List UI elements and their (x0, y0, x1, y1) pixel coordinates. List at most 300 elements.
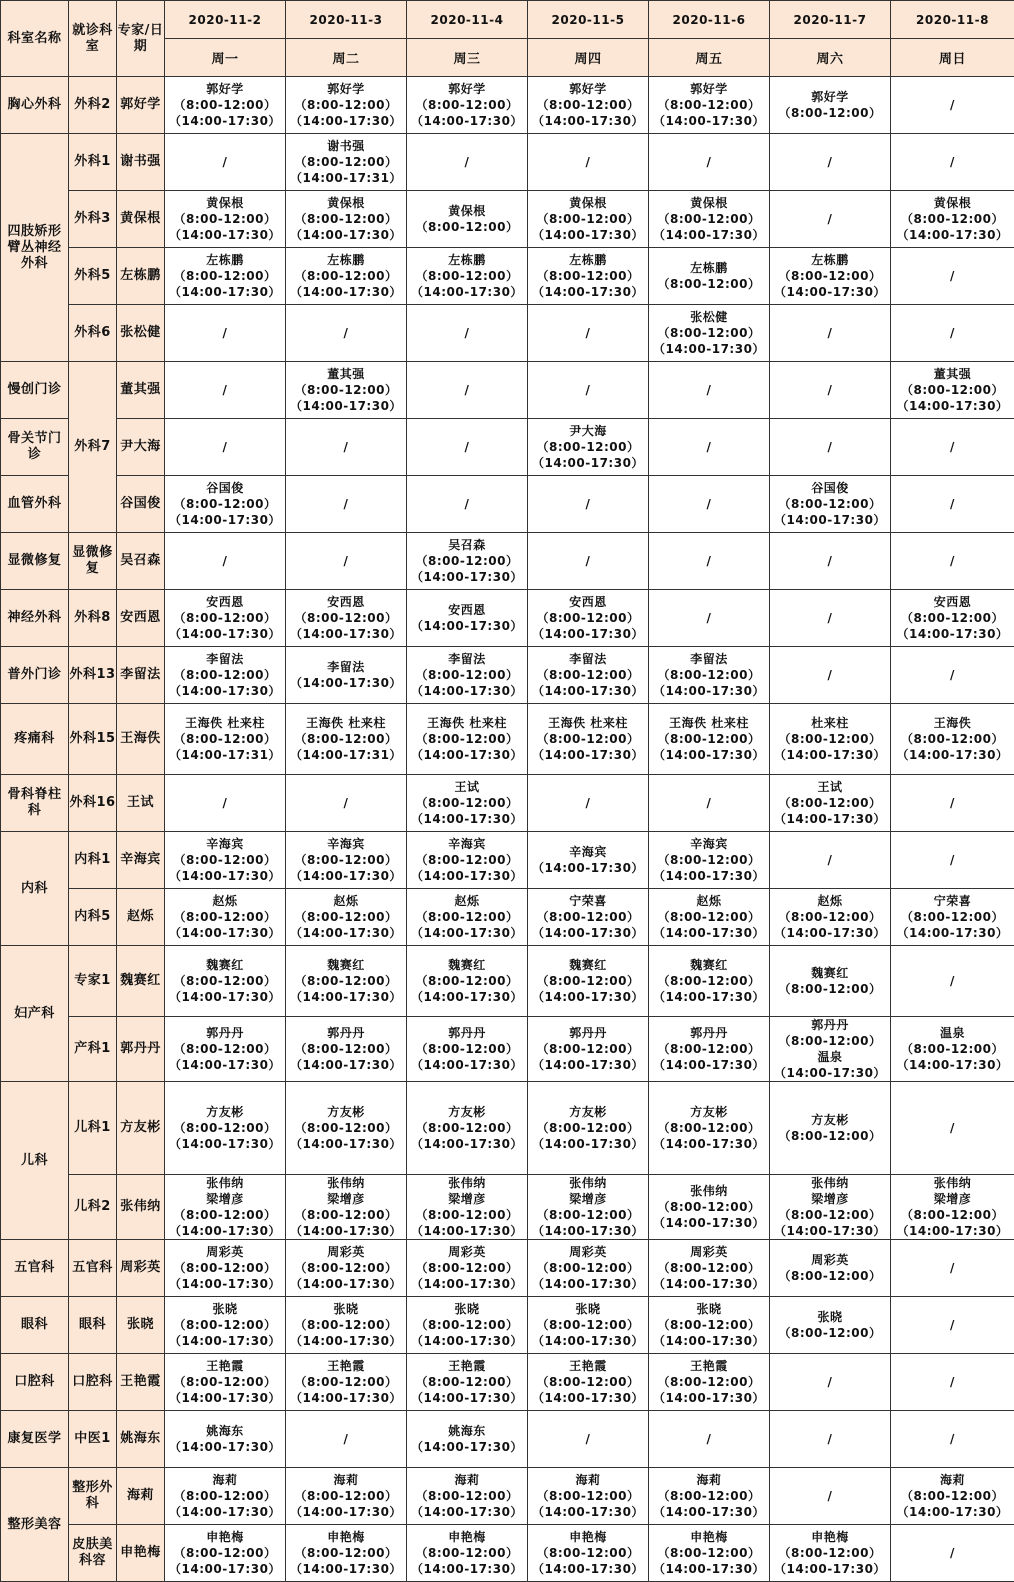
dept-name-cell: 康复医学 (1, 1411, 69, 1468)
weekday-header: 周一 (165, 39, 286, 77)
schedule-line: 张晓 (407, 1301, 527, 1317)
schedule-cell (286, 248, 407, 305)
schedule-line: 海莉 (407, 1472, 527, 1488)
clinic-cell: 眼科 (69, 1297, 117, 1354)
schedule-line: 王试 (407, 779, 527, 795)
schedule-line: 方友彬 (528, 1104, 648, 1120)
schedule-cell (649, 1468, 770, 1525)
schedule-cell (286, 704, 407, 775)
table-row (1, 1525, 1014, 1582)
schedule-cell (407, 1175, 528, 1240)
schedule-line: （8:00-12:00） (165, 909, 285, 925)
schedule-cell (770, 775, 891, 832)
schedule-line: （14:00-17:30） (165, 1136, 285, 1152)
schedule-cell (165, 1175, 286, 1240)
schedule-line: （14:00-17:30） (407, 811, 527, 827)
schedule-line: （14:00-17:30） (407, 747, 527, 763)
dept-name-cell: 整形美容 (1, 1468, 69, 1582)
schedule-line: （14:00-17:30） (165, 1561, 285, 1577)
schedule-line: （14:00-17:30） (649, 227, 769, 243)
table-row (1, 832, 1014, 889)
schedule-line: 梁增彦 (770, 1191, 890, 1207)
expert-date-header: 专家/日期 (117, 1, 165, 77)
schedule-line: （14:00-17:30） (528, 455, 648, 471)
schedule-cell (770, 590, 891, 647)
schedule-line: （8:00-12:00） (407, 1260, 527, 1276)
schedule-line: （14:00-17:30） (407, 1276, 527, 1292)
schedule-line: （8:00-12:00） (286, 1120, 406, 1136)
schedule-line: （8:00-12:00） (286, 1041, 406, 1057)
schedule-line: （8:00-12:00） (165, 973, 285, 989)
clinic-cell: 外科3 (69, 191, 117, 248)
schedule-line: （14:00-17:30） (528, 747, 648, 763)
schedule-line: 魏赛红 (165, 957, 285, 973)
weekday-header: 周五 (649, 39, 770, 77)
schedule-line: （14:00-17:30） (891, 1223, 1014, 1239)
schedule-cell (165, 1468, 286, 1525)
table-row (1, 77, 1014, 134)
schedule-line: 宁荣喜 (528, 893, 648, 909)
schedule-line: （8:00-12:00） (770, 1268, 890, 1284)
schedule-line: （8:00-12:00） (649, 211, 769, 227)
schedule-line: / (407, 496, 527, 512)
schedule-line: （14:00-17:30） (891, 747, 1014, 763)
schedule-line: （14:00-17:30） (528, 1561, 648, 1577)
schedule-cell (528, 362, 649, 419)
schedule-line: / (165, 553, 285, 569)
schedule-line: 安西恩 (891, 594, 1014, 610)
schedule-line: / (528, 795, 648, 811)
schedule-cell (528, 647, 649, 704)
expert-cell: 郭好学 (117, 77, 165, 134)
schedule-cell (286, 1017, 407, 1082)
schedule-line: （8:00-12:00） (770, 731, 890, 747)
clinic-cell: 产科1 (69, 1017, 117, 1082)
table-row (1, 1354, 1014, 1411)
schedule-line: （14:00-17:30） (649, 1057, 769, 1073)
table-row (1, 476, 1014, 533)
schedule-line: （14:00-17:30） (286, 1136, 406, 1152)
schedule-line: 张晓 (649, 1301, 769, 1317)
schedule-line: 魏赛红 (407, 957, 527, 973)
schedule-line: 申艳梅 (407, 1529, 527, 1545)
table-row (1, 305, 1014, 362)
dept-name-cell: 妇产科 (1, 946, 69, 1082)
schedule-line: （14:00-17:31） (286, 747, 406, 763)
table-row (1, 775, 1014, 832)
table-row (1, 1082, 1014, 1175)
table-row (1, 1175, 1014, 1240)
schedule-line: （8:00-12:00） (649, 1374, 769, 1390)
schedule-line: / (407, 154, 527, 170)
schedule-line: （14:00-17:30） (407, 683, 527, 699)
schedule-line: 董其强 (891, 366, 1014, 382)
schedule-line: 张伟纳 (891, 1175, 1014, 1191)
schedule-line: 姚海东 (407, 1423, 527, 1439)
schedule-cell (165, 1411, 286, 1468)
schedule-line: （14:00-17:30） (407, 1390, 527, 1406)
schedule-line: （8:00-12:00） (407, 268, 527, 284)
schedule-cell (407, 775, 528, 832)
schedule-line: / (649, 154, 769, 170)
schedule-line: 梁增彦 (528, 1191, 648, 1207)
schedule-line: （8:00-12:00） (165, 610, 285, 626)
schedule-line: / (165, 154, 285, 170)
schedule-line: （8:00-12:00） (528, 1260, 648, 1276)
clinic-cell: 外科2 (69, 77, 117, 134)
schedule-cell (286, 191, 407, 248)
schedule-cell (649, 191, 770, 248)
dept-name-cell: 显微修复 (1, 533, 69, 590)
schedule-cell (891, 1017, 1014, 1082)
table-row (1, 889, 1014, 946)
schedule-line: / (528, 553, 648, 569)
schedule-line: （14:00-17:30） (407, 1057, 527, 1073)
schedule-line: 梁增彦 (407, 1191, 527, 1207)
schedule-cell (528, 305, 649, 362)
schedule-line: （14:00-17:30） (165, 868, 285, 884)
schedule-cell (649, 704, 770, 775)
schedule-cell (770, 419, 891, 476)
schedule-line: （8:00-12:00） (407, 1374, 527, 1390)
dept-name-cell: 普外门诊 (1, 647, 69, 704)
schedule-line: 赵烁 (770, 893, 890, 909)
schedule-line: / (770, 1488, 890, 1504)
schedule-cell (286, 1175, 407, 1240)
dept-name-cell: 五官科 (1, 1240, 69, 1297)
schedule-cell (286, 77, 407, 134)
table-row (1, 134, 1014, 191)
schedule-line: （8:00-12:00） (528, 731, 648, 747)
schedule-line: （8:00-12:00） (407, 1317, 527, 1333)
schedule-line: 赵烁 (286, 893, 406, 909)
schedule-line: / (891, 268, 1014, 284)
schedule-line: （8:00-12:00） (770, 981, 890, 997)
expert-cell: 张伟纳 (117, 1175, 165, 1240)
schedule-cell (407, 305, 528, 362)
schedule-cell (891, 590, 1014, 647)
dept-name-cell: 儿科 (1, 1082, 69, 1240)
expert-cell: 谢书强 (117, 134, 165, 191)
schedule-cell (165, 832, 286, 889)
schedule-line: / (770, 439, 890, 455)
schedule-line: 张晓 (770, 1309, 890, 1325)
clinic-cell: 五官科 (69, 1240, 117, 1297)
schedule-line: （14:00-17:30） (528, 1276, 648, 1292)
schedule-line: （8:00-12:00） (407, 1488, 527, 1504)
clinic-cell: 外科13 (69, 647, 117, 704)
clinic-cell: 外科8 (69, 590, 117, 647)
schedule-line: / (891, 667, 1014, 683)
dept-name-cell: 骨科脊柱科 (1, 775, 69, 832)
schedule-line: （8:00-12:00） (528, 97, 648, 113)
schedule-cell (286, 832, 407, 889)
schedule-line: 宁荣喜 (891, 893, 1014, 909)
schedule-line: （8:00-12:00） (286, 852, 406, 868)
schedule-line: / (770, 553, 890, 569)
schedule-cell (286, 590, 407, 647)
schedule-cell (407, 1240, 528, 1297)
schedule-line: 王海佚 杜来柱 (407, 715, 527, 731)
table-row (1, 1468, 1014, 1525)
schedule-cell (891, 1468, 1014, 1525)
schedule-line: （14:00-17:30） (407, 284, 527, 300)
schedule-line: （14:00-17:30） (528, 113, 648, 129)
schedule-cell (770, 1468, 891, 1525)
clinic-cell: 内科5 (69, 889, 117, 946)
schedule-cell (649, 305, 770, 362)
schedule-cell (286, 1240, 407, 1297)
schedule-line: （14:00-17:30） (649, 341, 769, 357)
schedule-line: 张伟纳 (649, 1183, 769, 1199)
schedule-line: 左栋鹏 (407, 252, 527, 268)
schedule-cell (649, 889, 770, 946)
schedule-cell (891, 889, 1014, 946)
schedule-cell (770, 1082, 891, 1175)
schedule-cell (891, 946, 1014, 1017)
schedule-line: （14:00-17:30） (286, 868, 406, 884)
schedule-line: （14:00-17:30） (286, 113, 406, 129)
schedule-cell (649, 134, 770, 191)
schedule-cell (165, 476, 286, 533)
dept-name-cell: 血管外科 (1, 476, 69, 533)
schedule-line: （14:00-17:30） (528, 1223, 648, 1239)
schedule-cell (286, 305, 407, 362)
date-header: 2020-11-7 (770, 1, 891, 39)
schedule-line: 周彩英 (286, 1244, 406, 1260)
schedule-cell (770, 704, 891, 775)
schedule-line: （14:00-17:30） (528, 227, 648, 243)
schedule-cell (770, 1017, 891, 1082)
schedule-line: 左栋鹏 (770, 252, 890, 268)
schedule-line: （8:00-12:00） (891, 1488, 1014, 1504)
schedule-line: （8:00-12:00） (528, 1041, 648, 1057)
weekday-header: 周日 (891, 39, 1014, 77)
schedule-cell (649, 248, 770, 305)
expert-cell: 谷国俊 (117, 476, 165, 533)
dept-name-cell: 口腔科 (1, 1354, 69, 1411)
schedule-line: / (770, 852, 890, 868)
schedule-line: / (649, 610, 769, 626)
schedule-line: / (649, 1431, 769, 1447)
schedule-line: 李留法 (407, 651, 527, 667)
clinic-cell: 外科6 (69, 305, 117, 362)
schedule-line: 黄保根 (649, 195, 769, 211)
schedule-cell (407, 704, 528, 775)
clinic-cell: 皮肤美科容 (69, 1525, 117, 1582)
schedule-line: 张伟纳 (528, 1175, 648, 1191)
schedule-cell (407, 1017, 528, 1082)
schedule-line: （14:00-17:30） (770, 1223, 890, 1239)
schedule-line: / (649, 439, 769, 455)
schedule-line: （8:00-12:00） (770, 105, 890, 121)
schedule-line: / (770, 667, 890, 683)
schedule-line: / (649, 382, 769, 398)
schedule-line: （8:00-12:00） (649, 667, 769, 683)
schedule-line: （8:00-12:00） (891, 1207, 1014, 1223)
schedule-line: 温泉 (891, 1025, 1014, 1041)
schedule-line: （14:00-17:30） (891, 227, 1014, 243)
schedule-cell (528, 1175, 649, 1240)
schedule-line: （8:00-12:00） (528, 268, 648, 284)
schedule-cell (407, 1297, 528, 1354)
schedule-line: / (891, 1120, 1014, 1136)
schedule-cell (649, 476, 770, 533)
schedule-line: / (286, 439, 406, 455)
schedule-line: 王艳霞 (407, 1358, 527, 1374)
schedule-cell (891, 305, 1014, 362)
schedule-line: / (649, 795, 769, 811)
schedule-line: （14:00-17:30） (286, 1504, 406, 1520)
schedule-line: （8:00-12:00） (528, 1207, 648, 1223)
dept-name-cell: 神经外科 (1, 590, 69, 647)
schedule-line: （8:00-12:00） (407, 1041, 527, 1057)
schedule-cell (528, 248, 649, 305)
schedule-line: / (891, 1317, 1014, 1333)
schedule-line: 张伟纳 (165, 1175, 285, 1191)
schedule-cell (770, 476, 891, 533)
schedule-cell (528, 889, 649, 946)
schedule-line: / (165, 795, 285, 811)
schedule-cell (649, 1525, 770, 1582)
schedule-line: 安西恩 (286, 594, 406, 610)
schedule-line: （8:00-12:00） (407, 1545, 527, 1561)
schedule-line: （8:00-12:00） (891, 610, 1014, 626)
schedule-line: / (891, 1260, 1014, 1276)
schedule-line: 王试 (770, 779, 890, 795)
schedule-cell (165, 1297, 286, 1354)
schedule-cell (528, 419, 649, 476)
schedule-line: （14:00-17:30） (407, 1439, 527, 1455)
schedule-line: （14:00-17:30） (770, 1561, 890, 1577)
dept-name-cell: 骨关节门诊 (1, 419, 69, 476)
expert-cell: 申艳梅 (117, 1525, 165, 1582)
schedule-cell (528, 775, 649, 832)
schedule-line: （14:00-17:30） (286, 989, 406, 1005)
schedule-cell (407, 1468, 528, 1525)
schedule-line: / (891, 973, 1014, 989)
schedule-line: 张晓 (165, 1301, 285, 1317)
schedule-cell (407, 1411, 528, 1468)
schedule-line: （14:00-17:30） (649, 1333, 769, 1349)
schedule-line: （8:00-12:00） (528, 973, 648, 989)
schedule-line: （8:00-12:00） (286, 211, 406, 227)
schedule-cell (407, 191, 528, 248)
schedule-cell (891, 77, 1014, 134)
schedule-line: （8:00-12:00） (649, 1041, 769, 1057)
schedule-line: 王海佚 杜来柱 (528, 715, 648, 731)
clinic-cell: 显微修复 (69, 533, 117, 590)
expert-cell: 辛海宾 (117, 832, 165, 889)
schedule-line: 方友彬 (649, 1104, 769, 1120)
schedule-line: （14:00-17:30） (165, 1223, 285, 1239)
schedule-line: （14:00-17:30） (407, 618, 527, 634)
schedule-line: （14:00-17:30） (286, 925, 406, 941)
schedule-line: （8:00-12:00） (891, 1041, 1014, 1057)
schedule-cell (286, 1297, 407, 1354)
schedule-line: （8:00-12:00） (286, 1260, 406, 1276)
schedule-cell (770, 305, 891, 362)
schedule-line: （8:00-12:00） (407, 219, 527, 235)
schedule-cell (165, 362, 286, 419)
schedule-line: 安西恩 (165, 594, 285, 610)
expert-cell: 姚海东 (117, 1411, 165, 1468)
schedule-line: 左栋鹏 (649, 260, 769, 276)
schedule-line: 张晓 (528, 1301, 648, 1317)
schedule-line: （14:00-17:30） (649, 925, 769, 941)
schedule-cell (528, 1468, 649, 1525)
date-header: 2020-11-6 (649, 1, 770, 39)
schedule-line: （8:00-12:00） (649, 1488, 769, 1504)
schedule-cell (528, 191, 649, 248)
weekday-header: 周四 (528, 39, 649, 77)
schedule-line: （8:00-12:00） (649, 973, 769, 989)
schedule-line: （8:00-12:00） (407, 1120, 527, 1136)
schedule-cell (165, 704, 286, 775)
schedule-line: （14:00-17:30） (407, 1333, 527, 1349)
schedule-line: / (891, 553, 1014, 569)
schedule-line: （8:00-12:00） (165, 852, 285, 868)
schedule-cell (528, 1525, 649, 1582)
schedule-line: / (891, 496, 1014, 512)
schedule-cell (528, 134, 649, 191)
schedule-line: 周彩英 (528, 1244, 648, 1260)
dept-header: 科室名称 (1, 1, 69, 77)
schedule-line: 谢书强 (286, 138, 406, 154)
schedule-line: （8:00-12:00） (649, 731, 769, 747)
schedule-cell (770, 1175, 891, 1240)
schedule-line: 郭好学 (528, 81, 648, 97)
schedule-line: 王艳霞 (165, 1358, 285, 1374)
schedule-line: / (286, 795, 406, 811)
schedule-cell (407, 476, 528, 533)
schedule-cell (286, 533, 407, 590)
table-row (1, 191, 1014, 248)
schedule-line: 赵烁 (407, 893, 527, 909)
schedule-cell (891, 704, 1014, 775)
schedule-line: （14:00-17:30） (165, 989, 285, 1005)
schedule-line: （14:00-17:30） (649, 1136, 769, 1152)
schedule-cell (407, 77, 528, 134)
schedule-line: / (891, 1545, 1014, 1561)
weekday-header: 周三 (407, 39, 528, 77)
schedule-line: （8:00-12:00） (286, 1317, 406, 1333)
schedule-cell (165, 889, 286, 946)
schedule-line: 左栋鹏 (528, 252, 648, 268)
schedule-line: / (286, 1431, 406, 1447)
expert-cell: 周彩英 (117, 1240, 165, 1297)
schedule-cell (286, 419, 407, 476)
schedule-line: （14:00-17:30） (165, 227, 285, 243)
expert-cell: 王海佚 (117, 704, 165, 775)
schedule-cell (891, 533, 1014, 590)
schedule-cell (286, 1082, 407, 1175)
schedule-line: （8:00-12:00） (528, 1374, 648, 1390)
dept-name-cell: 胸心外科 (1, 77, 69, 134)
schedule-line: 申艳梅 (528, 1529, 648, 1545)
schedule-cell (649, 77, 770, 134)
schedule-line: （8:00-12:00） (528, 909, 648, 925)
schedule-line: 申艳梅 (165, 1529, 285, 1545)
clinic-header: 就诊科室 (69, 1, 117, 77)
schedule-line: （8:00-12:00） (649, 852, 769, 868)
schedule-line: （14:00-17:30） (891, 1504, 1014, 1520)
schedule-line: / (770, 610, 890, 626)
date-header: 2020-11-2 (165, 1, 286, 39)
schedule-line: （14:00-17:30） (407, 925, 527, 941)
schedule-line: / (165, 382, 285, 398)
date-header: 2020-11-3 (286, 1, 407, 39)
